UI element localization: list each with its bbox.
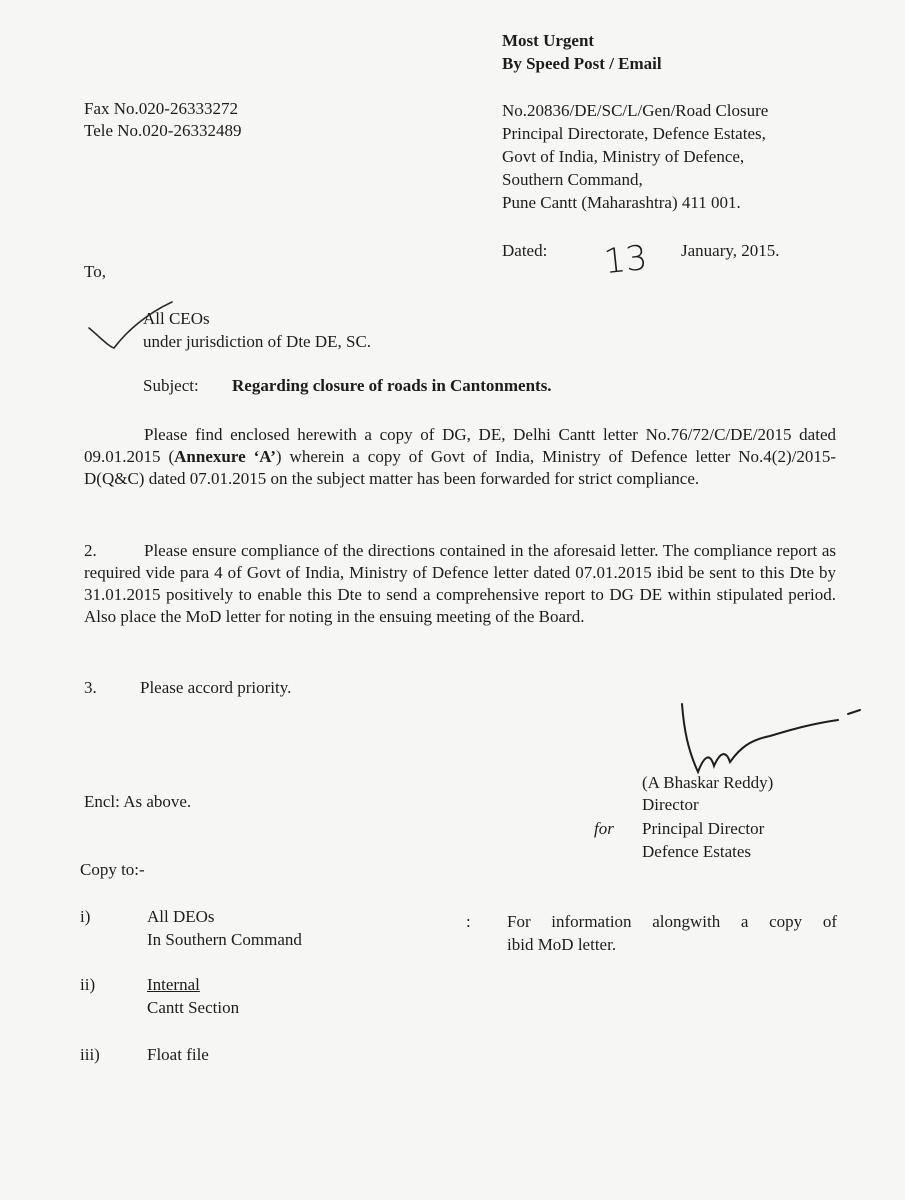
office-address-line: Principal Directorate, Defence Estates, [502, 124, 766, 143]
copy-item-recipient: Float file [147, 1045, 209, 1064]
paragraph-3-number: 3. [84, 678, 97, 697]
signatory-name: (A Bhaskar Reddy) [642, 773, 774, 792]
subject-text: Regarding closure of roads in Cantonments. [232, 376, 552, 395]
copy-item-recipient-detail: Cantt Section [147, 998, 240, 1017]
paragraph-1-text-cont: ) wherein a copy of Govt of India, Ministry of Defence letter No.4(2)/2015-D(Q&C) dated 07.01.2015 on the subject matter has been forwarded for strict compliance. [84, 447, 836, 488]
urgency-label: Most Urgent [502, 31, 595, 50]
enclosure-note: Encl: As above. [84, 792, 192, 811]
copy-item-number: iii) [80, 1045, 100, 1064]
to-label: To, [84, 262, 106, 281]
paragraph-1-text: Please find enclosed herewith a copy of DG, DE, Delhi Cantt letter No.76/72/C/DE/2015 dated 09.01.2015 ( [84, 425, 836, 466]
copy-to-purpose-cont: ibid MoD letter. [507, 935, 617, 954]
copy-to-heading: Copy to:- [80, 860, 145, 879]
copy-item-number: ii) [80, 975, 96, 994]
paragraph-2-text: Please ensure compliance of the directions contained in the aforesaid letter. The compliance report as required vide para 4 of Govt of India, Ministry of Defence letter dated 07.01.2015 ibid be sent to this Dte by 31.01.2015 positively to enable this Dte to send a comprehensive report to DG DE within stipulated period. Also place the MoD letter for noting in the ensuing meeting of the Board. [84, 541, 836, 626]
handwritten-tick-icon [86, 300, 176, 352]
signatory-designation: Director [642, 795, 699, 814]
dated-label: Dated: [502, 241, 548, 260]
dated-month-year: January, 2015. [681, 241, 780, 260]
signatory-office: Principal Director [642, 819, 765, 838]
copy-item-number: i) [80, 907, 91, 926]
tele-number: Tele No.020-26332489 [84, 121, 242, 140]
copy-to-colon: : [466, 912, 471, 931]
dispatch-mode: By Speed Post / Email [502, 54, 662, 73]
copy-item-recipient-detail: In Southern Command [147, 930, 302, 949]
copy-item-recipient: All DEOs [147, 907, 215, 926]
copy-item-recipient: Internal [147, 975, 200, 994]
handwritten-date-day: 13 [602, 237, 650, 283]
letter-number: No.20836/DE/SC/L/Gen/Road Closure [502, 101, 769, 120]
addressee-jurisdiction: under jurisdiction of Dte DE, SC. [143, 332, 372, 351]
fax-number: Fax No.020-26333272 [84, 99, 238, 118]
subject-label: Subject: [143, 376, 199, 395]
office-address-line: Pune Cantt (Maharashtra) 411 001. [502, 193, 741, 212]
annexure-ref: Annexure ‘A’ [174, 447, 276, 466]
paragraph-1 [84, 424, 836, 490]
for-label: for [594, 819, 614, 838]
copy-to-purpose: For information alongwith a copy of [507, 912, 837, 931]
signatory-office: Defence Estates [642, 842, 752, 861]
paragraph-3-text: Please accord priority. [140, 678, 292, 697]
office-address-line: Southern Command, [502, 170, 643, 189]
paragraph-2-number: 2. [84, 541, 97, 560]
office-address-line: Govt of India, Ministry of Defence, [502, 147, 745, 166]
addressee-line: All CEOs [143, 309, 210, 328]
paragraph-2 [84, 540, 836, 628]
